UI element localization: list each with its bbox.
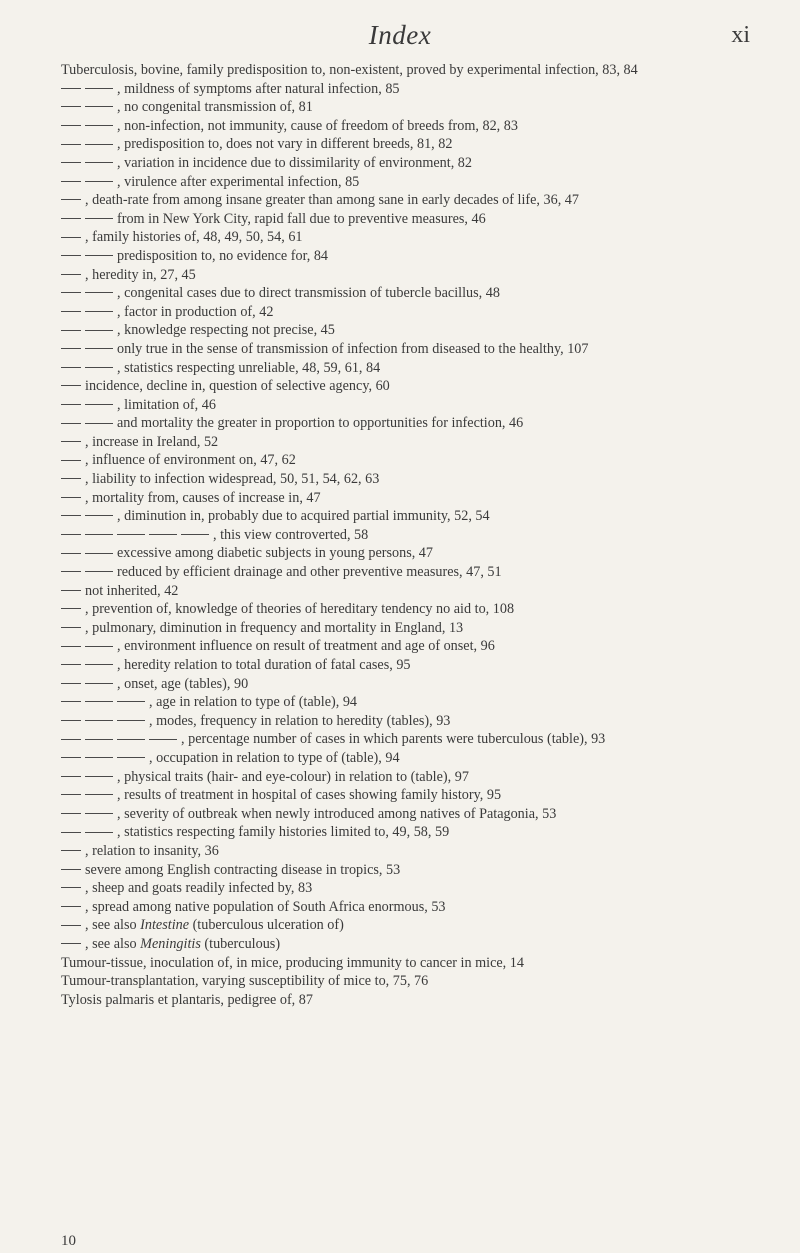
entry-text: , onset, age (tables), 90	[117, 675, 249, 692]
repeat-dash	[61, 850, 81, 851]
repeat-dash	[85, 571, 113, 572]
repeat-dash	[61, 943, 81, 944]
index-entry	[61, 470, 771, 489]
index-entry	[61, 935, 771, 954]
entry-text: , increase in Ireland, 52	[85, 433, 219, 450]
index-entry	[61, 228, 771, 247]
repeat-dash	[61, 404, 81, 405]
entry-text: , occupation in relation to type of (table), 94	[149, 749, 400, 766]
index-entry	[61, 916, 771, 935]
repeat-dash	[85, 720, 113, 721]
repeat-dash	[85, 534, 113, 535]
entry-text: , results of treatment in hospital of cases showing family history, 95	[117, 787, 502, 804]
repeat-dash	[61, 887, 81, 888]
entry-text: , sheep and goats readily infected by, 83	[85, 880, 313, 897]
entry-text: , mortality from, causes of increase in, 47	[85, 489, 321, 506]
entry-text: , see also	[85, 917, 141, 934]
entry-text: from in New York City, rapid fall due to preventive measures, 46	[117, 210, 486, 227]
entry-text: , spread among native population of South Africa enormous, 53	[85, 898, 446, 915]
index-entry	[61, 544, 771, 563]
repeat-dash	[181, 534, 209, 535]
entry-text: , predisposition to, does not vary in different breeds, 81, 82	[117, 136, 453, 153]
repeat-dash	[61, 181, 81, 182]
repeat-dash	[61, 739, 81, 740]
repeat-dash	[85, 683, 113, 684]
entry-text: Tumour-tissue, inoculation of, in mice, producing immunity to cancer in mice, 14	[61, 954, 524, 971]
index-entry	[61, 898, 771, 917]
index-entry	[61, 749, 771, 768]
entry-text: , statistics respecting unreliable, 48, 59, 61, 84	[117, 359, 381, 376]
index-entry	[61, 842, 771, 861]
index-entry	[61, 991, 771, 1010]
index-entry	[61, 98, 771, 117]
entry-text: and mortality the greater in proportion to opportunities for infection, 46	[117, 415, 524, 432]
repeat-dash	[61, 571, 81, 572]
entry-text: predisposition to, no evidence for, 84	[117, 247, 329, 264]
running-title: Index	[368, 20, 432, 50]
index-entry	[61, 507, 771, 526]
repeat-dash	[85, 553, 113, 554]
index-entry	[61, 61, 771, 80]
entry-text: , mildness of symptoms after natural infection, 85	[117, 80, 400, 97]
repeat-dash	[61, 832, 81, 833]
entry-text: , death-rate from among insane greater than among sane in early decades of life, 36, 47	[85, 192, 579, 209]
repeat-dash	[61, 720, 81, 721]
repeat-dash	[85, 646, 113, 647]
repeat-dash	[117, 701, 145, 702]
entry-text: excessive among diabetic subjects in young persons, 47	[117, 545, 433, 562]
page-number: xi	[731, 22, 750, 48]
index-entry	[61, 730, 771, 749]
entry-text: Tuberculosis, bovine, family predisposition to, non-existent, proved by experimental infection, 83, 84	[61, 62, 638, 78]
repeat-dash	[61, 608, 81, 609]
repeat-dash	[61, 106, 81, 107]
signature-mark: 10	[61, 1233, 76, 1249]
repeat-dash	[61, 162, 81, 163]
repeat-dash	[61, 144, 81, 145]
index-entry	[61, 266, 771, 285]
index-entry	[61, 526, 771, 545]
repeat-dash	[85, 292, 113, 293]
entry-text: incidence, decline in, question of selective agency, 60	[85, 378, 390, 395]
index-entry	[61, 359, 771, 378]
index-entry	[61, 451, 771, 470]
index-entry	[61, 693, 771, 712]
index-entry	[61, 823, 771, 842]
entry-text: , knowledge respecting not precise, 45	[117, 322, 335, 339]
repeat-dash	[61, 683, 81, 684]
page-header	[0, 0, 800, 70]
index-entry	[61, 340, 771, 359]
entry-text: , variation in incidence due to dissimilarity of environment, 82	[117, 154, 472, 171]
repeat-dash	[61, 757, 81, 758]
repeat-dash	[117, 534, 145, 535]
entry-text: , limitation of, 46	[117, 396, 216, 413]
repeat-dash	[117, 720, 145, 721]
entry-text: , percentage number of cases in which parents were tuberculous (table), 93	[181, 731, 606, 748]
entry-text: , pulmonary, diminution in frequency and mortality in England, 13	[85, 619, 464, 636]
repeat-dash	[61, 497, 81, 498]
entry-text: , diminution in, probably due to acquired partial immunity, 52, 54	[117, 508, 490, 525]
repeat-dash	[61, 664, 81, 665]
repeat-dash	[85, 515, 113, 516]
entry-crossref: Intestine	[140, 917, 190, 934]
repeat-dash	[85, 757, 113, 758]
repeat-dash	[61, 906, 81, 907]
repeat-dash	[85, 181, 113, 182]
repeat-dash	[61, 274, 81, 275]
repeat-dash	[61, 441, 81, 442]
repeat-dash	[149, 739, 177, 740]
index-entry	[61, 656, 771, 675]
repeat-dash	[149, 534, 177, 535]
repeat-dash	[117, 739, 145, 740]
index-entry	[61, 582, 771, 601]
entry-text: , influence of environment on, 47, 62	[85, 452, 296, 469]
repeat-dash	[61, 534, 81, 535]
index-entry	[61, 805, 771, 824]
index-entry	[61, 972, 771, 991]
repeat-dash	[85, 255, 113, 256]
entry-text: , environment influence on result of treatment and age of onset, 96	[117, 638, 495, 655]
entry-text: , factor in production of, 42	[117, 303, 274, 320]
repeat-dash	[85, 739, 113, 740]
repeat-dash	[85, 404, 113, 405]
entry-text: , relation to insanity, 36	[85, 842, 219, 859]
repeat-dash	[85, 106, 113, 107]
index-entry	[61, 117, 771, 136]
entry-text: , heredity relation to total duration of fatal cases, 95	[117, 657, 411, 673]
repeat-dash	[85, 701, 113, 702]
index-entry	[61, 879, 771, 898]
entry-text: , liability to infection widespread, 50, 51, 54, 62, 63	[85, 471, 380, 488]
repeat-dash	[61, 348, 81, 349]
repeat-dash	[85, 794, 113, 795]
entry-text: , see also	[85, 935, 141, 952]
repeat-dash	[85, 125, 113, 126]
repeat-dash	[61, 925, 81, 926]
repeat-dash	[61, 701, 81, 702]
entry-text-tail: (tuberculous ulceration of)	[189, 917, 344, 934]
repeat-dash	[61, 460, 81, 461]
repeat-dash	[117, 757, 145, 758]
index-entry	[61, 210, 771, 229]
repeat-dash	[85, 348, 113, 349]
entry-text: , family histories of, 48, 49, 50, 54, 61	[85, 229, 303, 246]
index-entry	[61, 619, 771, 638]
index-entry	[61, 563, 771, 582]
entry-text: , this view controverted, 58	[213, 526, 369, 543]
index-entry	[61, 154, 771, 173]
entry-text: , statistics respecting family histories limited to, 49, 58, 59	[117, 824, 450, 841]
entry-text: , no congenital transmission of, 81	[117, 99, 313, 116]
index-entry	[61, 191, 771, 210]
index-entry	[61, 396, 771, 415]
index-entry	[61, 321, 771, 340]
repeat-dash	[61, 423, 81, 424]
entry-text: reduced by efficient drainage and other preventive measures, 47, 51	[117, 564, 502, 581]
index-entry	[61, 712, 771, 731]
repeat-dash	[85, 311, 113, 312]
entry-text: Tumour-transplantation, varying susceptibility of mice to, 75, 76	[61, 973, 429, 990]
index-entry	[61, 303, 771, 322]
repeat-dash	[61, 88, 81, 89]
repeat-dash	[61, 292, 81, 293]
repeat-dash	[85, 813, 113, 814]
repeat-dash	[85, 367, 113, 368]
index-entry	[61, 173, 771, 192]
index-entry	[61, 135, 771, 154]
index-entry	[61, 284, 771, 303]
entry-crossref: Meningitis	[140, 935, 201, 952]
repeat-dash	[85, 330, 113, 331]
repeat-dash	[61, 627, 81, 628]
repeat-dash	[61, 237, 81, 238]
entry-text: only true in the sense of transmission of infection from diseased to the healthy, 107	[117, 340, 589, 357]
entry-text-tail: (tuberculous)	[200, 935, 281, 952]
entry-text: severe among English contracting disease in tropics, 53	[85, 861, 401, 878]
index-entry	[61, 433, 771, 452]
index-entry	[61, 768, 771, 787]
repeat-dash	[61, 367, 81, 368]
repeat-dash	[61, 330, 81, 331]
repeat-dash	[61, 553, 81, 554]
repeat-dash	[61, 869, 81, 870]
repeat-dash	[85, 776, 113, 777]
repeat-dash	[61, 125, 81, 126]
index-entry	[61, 377, 771, 396]
entry-text: , non-infection, not immunity, cause of freedom of breeds from, 82, 83	[117, 117, 518, 134]
repeat-dash	[61, 794, 81, 795]
index-entry	[61, 637, 771, 656]
repeat-dash	[61, 590, 81, 591]
repeat-dash	[61, 478, 81, 479]
repeat-dash	[85, 664, 113, 665]
entry-text: , heredity in, 27, 45	[85, 266, 196, 283]
entry-text: , virulence after experimental infection, 85	[117, 173, 360, 190]
entry-text: , severity of outbreak when newly introduced among natives of Patagonia, 53	[117, 805, 557, 822]
entry-text: , congenital cases due to direct transmission of tubercle bacillus, 48	[117, 285, 500, 302]
repeat-dash	[85, 88, 113, 89]
repeat-dash	[61, 311, 81, 312]
index-entries	[61, 61, 771, 1009]
entry-text: , physical traits (hair- and eye-colour) in relation to (table), 97	[117, 768, 469, 785]
repeat-dash	[85, 423, 113, 424]
entry-text: , prevention of, knowledge of theories of hereditary tendency no aid to, 108	[85, 601, 515, 618]
index-entry	[61, 954, 771, 973]
repeat-dash	[85, 832, 113, 833]
repeat-dash	[61, 646, 81, 647]
repeat-dash	[85, 218, 113, 219]
index-entry	[61, 414, 771, 433]
entry-text: Tylosis palmaris et plantaris, pedigree of, 87	[61, 991, 313, 1008]
repeat-dash	[85, 162, 113, 163]
repeat-dash	[61, 515, 81, 516]
index-entry	[61, 247, 771, 266]
entry-text: not inherited, 42	[85, 582, 179, 599]
index-entry	[61, 786, 771, 805]
repeat-dash	[85, 144, 113, 145]
repeat-dash	[61, 776, 81, 777]
index-entry	[61, 675, 771, 694]
entry-text: , age in relation to type of (table), 94	[149, 694, 358, 711]
index-entry	[61, 80, 771, 99]
entry-text: , modes, frequency in relation to heredity (tables), 93	[149, 712, 451, 729]
repeat-dash	[61, 218, 81, 219]
repeat-dash	[61, 255, 81, 256]
repeat-dash	[61, 813, 81, 814]
index-entry	[61, 489, 771, 508]
repeat-dash	[61, 385, 81, 386]
index-entry	[61, 861, 771, 880]
repeat-dash	[61, 199, 81, 200]
index-entry	[61, 600, 771, 619]
